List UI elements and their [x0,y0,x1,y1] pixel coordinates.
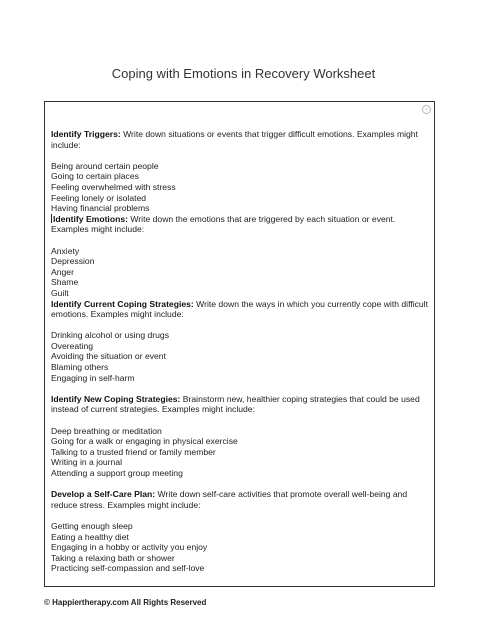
text-cursor [51,214,52,223]
list-item: Being around certain people [51,160,159,171]
section-heading: Identify Triggers: [51,129,121,139]
worksheet-content [51,129,433,574]
worksheet-title: Coping with Emotions in Recovery Worksheet [111,66,376,81]
section-description: Brainstorm new, healthier coping strategies that could be used instead of current strategies. Examples might include: [51,393,420,415]
copyright-footer: © Happiertherapy.com All Rights Reserved [44,598,207,607]
list-item: Anxiety [51,245,80,256]
list-item: Drinking alcohol or using drugs [51,330,169,341]
section-description: Write down situations or events that trigger difficult emotions. Examples might include: [51,129,418,150]
list-item: Feeling lonely or isolated [51,192,147,203]
section-heading: Identify Emotions: [53,213,128,224]
list-item: Going to certain places [51,171,139,182]
list-item: Blaming others [51,362,109,373]
list-item: Writing in a journal [51,457,123,468]
list-item: Engaging in a hobby or activity you enjoy [51,542,208,553]
list-item: Shame [51,277,79,288]
section-heading: Develop a Self-Care Plan: [51,489,156,500]
list-item: Talking to a trusted friend or family member [51,446,216,457]
section-description: Write down the ways in which you currently cope with difficult emotions. Examples might include: [51,298,428,320]
scroll-indicator-icon: ⌄ [422,105,431,114]
section-new-coping [51,394,433,415]
list-item: Eating a healthy diet [51,531,129,542]
list-item: Getting enough sleep [51,520,133,531]
section-current-coping [51,299,433,320]
list-item: Attending a support group meeting [51,468,183,478]
list-item: Going for a walk or engaging in physical exercise [51,436,238,447]
list-item: Avoiding the situation or event [51,351,166,362]
section-description: Write down self-care activities that promote overall well-being and reduce stress. Examples might include: [51,489,408,510]
list-item: Depression [51,256,95,267]
worksheet-box [44,101,435,587]
list-item: Deep breathing or meditation [51,425,162,436]
list-item: Having financial problems [51,203,150,214]
section-heading: Identify Current Coping Strategies: [51,298,194,309]
section-emotions [51,214,433,235]
list-item: Engaging in self-harm [51,372,135,383]
section-heading: Identify New Coping Strategies: [51,393,181,404]
list-item: Feeling overwhelmed with stress [51,181,176,192]
list-item: Taking a relaxing bath or shower [51,552,175,563]
list-item: Practicing self-compassion and self-love [51,563,205,574]
list-item: Overeating [51,340,94,351]
section-triggers [51,129,433,150]
section-description: Write down the emotions that are triggered by each situation or event. Examples might include: [51,213,396,235]
list-item: Anger [51,266,74,277]
section-self-care [51,489,433,510]
list-item: Guilt [51,287,69,298]
